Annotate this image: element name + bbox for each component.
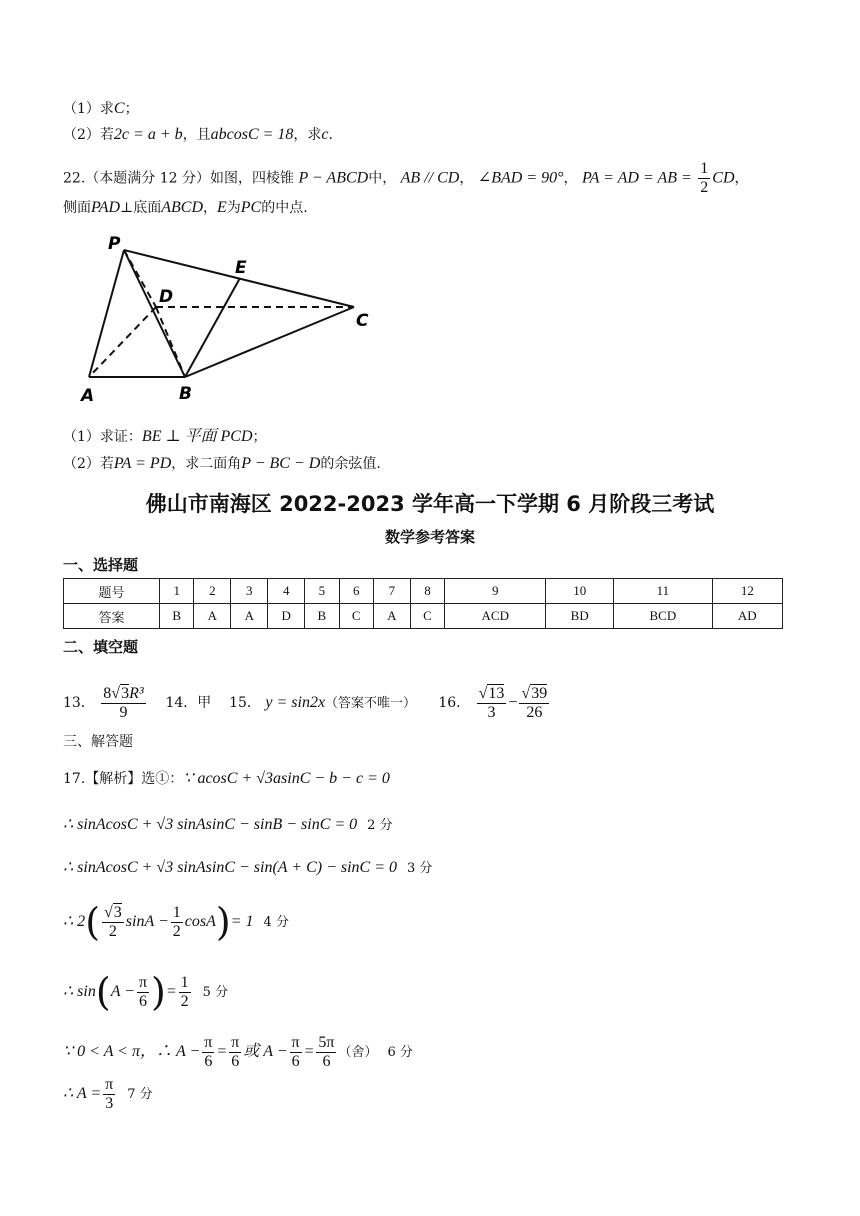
- sol17-step3: ∴ 2( $\frac{√3}{2}$ sinA − $\frac{1}{2}$ cosA)= 1 4 分: [63, 900, 289, 944]
- label-C: C: [356, 311, 369, 331]
- table-cell: B: [160, 604, 194, 629]
- table-cell: 1: [160, 579, 194, 604]
- sol17-step5: ∵ 0 < A < π，∴ A − $\frac{\pi}{6}$ = $\frac{\pi}{6}$ 或 A − $\frac{\pi}{6}$ = $\frac{5\pi}{6}$ （舍） 6 分: [63, 1033, 413, 1070]
- table-cell: C: [410, 604, 444, 629]
- q22-statement-line1: 22.（本题满分 12 分）如图，四棱锥 P − ABCD中， AB // CD， ∠BAD = 90°， PA = AD = AB = $\frac{1}{2}$ CD，: [63, 160, 749, 196]
- pyramid-figure: [75, 232, 385, 407]
- sol17-step1: ∴ sinAcosC + √3 sinAsinC − sinB − sinC = 0 2 分: [63, 816, 393, 833]
- label-D: D: [159, 287, 174, 307]
- q21-part2: （2）若2c = a + b，且abcosC = 18，求c.: [63, 126, 333, 143]
- table-cell: 8: [410, 579, 444, 604]
- table-cell: 9: [445, 579, 546, 604]
- q22-statement-line2: 侧面PAD⊥底面ABCD，E为PC的中点.: [63, 199, 308, 216]
- table-cell: 7: [373, 579, 410, 604]
- section-solution: 三、解答题: [63, 734, 133, 750]
- answer-title: 佛山市南海区 2022-2023 学年高一下学期 6 月阶段三考试: [145, 492, 715, 516]
- table-cell: ACD: [445, 604, 546, 629]
- table-cell: A: [373, 604, 410, 629]
- sol17-head: 17.【解析】选①：∵ acosC + √3asinC − b − c = 0: [63, 770, 390, 787]
- label-A: A: [81, 386, 95, 406]
- table-cell: 5: [305, 579, 339, 604]
- answer-table: [63, 578, 783, 629]
- table-cell: C: [339, 604, 373, 629]
- section-fill: 二、填空题: [63, 638, 139, 656]
- q21-part1: （1）求C；: [63, 100, 139, 117]
- table-header-cell: 题号: [64, 579, 160, 604]
- section-choice: 一、选择题: [63, 556, 139, 574]
- half-fraction: $\frac{1}{2}$: [700, 160, 709, 196]
- table-cell: A: [231, 604, 268, 629]
- table-cell: AD: [712, 604, 782, 629]
- table-header-cell: 答案: [64, 604, 160, 629]
- table-cell: 11: [614, 579, 713, 604]
- table-cell: 12: [712, 579, 782, 604]
- table-row: [64, 579, 783, 604]
- table-cell: BCD: [614, 604, 713, 629]
- table-cell: A: [194, 604, 231, 629]
- q22-part1: （1）求证：BE ⊥ 平面 PCD；: [63, 428, 267, 445]
- sol17-step2: ∴ sinAcosC + √3 sinAsinC − sin(A + C) − sinC = 0 3 分: [63, 859, 433, 876]
- sol17-step6: ∴ A = $\frac{\pi}{3}$ 7 分: [63, 1075, 153, 1112]
- q22-part2: （2）若PA = PD，求二面角P − BC − D的余弦值.: [63, 455, 381, 472]
- fill-answers: 13． $\frac{\text{8√3R³}}{9}$ 14．甲 15． y = sin2x（答案不唯一） 16． $\frac{√13}{3}$ − $\frac{√39}{26}$: [63, 684, 548, 721]
- answer-16-term1: $\frac{√13}{3}$: [478, 684, 505, 721]
- table-cell: D: [268, 604, 305, 629]
- answer-13: $\frac{\text{8√3R³}}{9}$: [103, 684, 144, 721]
- table-cell: 4: [268, 579, 305, 604]
- table-row: [64, 604, 783, 629]
- table-cell: 3: [231, 579, 268, 604]
- table-cell: 10: [546, 579, 614, 604]
- label-E: E: [235, 258, 247, 278]
- table-cell: B: [305, 604, 339, 629]
- label-P: P: [108, 234, 121, 254]
- table-cell: 2: [194, 579, 231, 604]
- label-B: B: [179, 384, 192, 404]
- table-cell: 6: [339, 579, 373, 604]
- answer-subtitle: 数学参考答案: [384, 528, 475, 546]
- table-cell: BD: [546, 604, 614, 629]
- sol17-step4: ∴ sin(A − $\frac{\pi}{6}$ )= $\frac{1}{2}$ 5 分: [63, 970, 229, 1014]
- answer-16-term2: $\frac{√39}{26}$: [521, 684, 548, 721]
